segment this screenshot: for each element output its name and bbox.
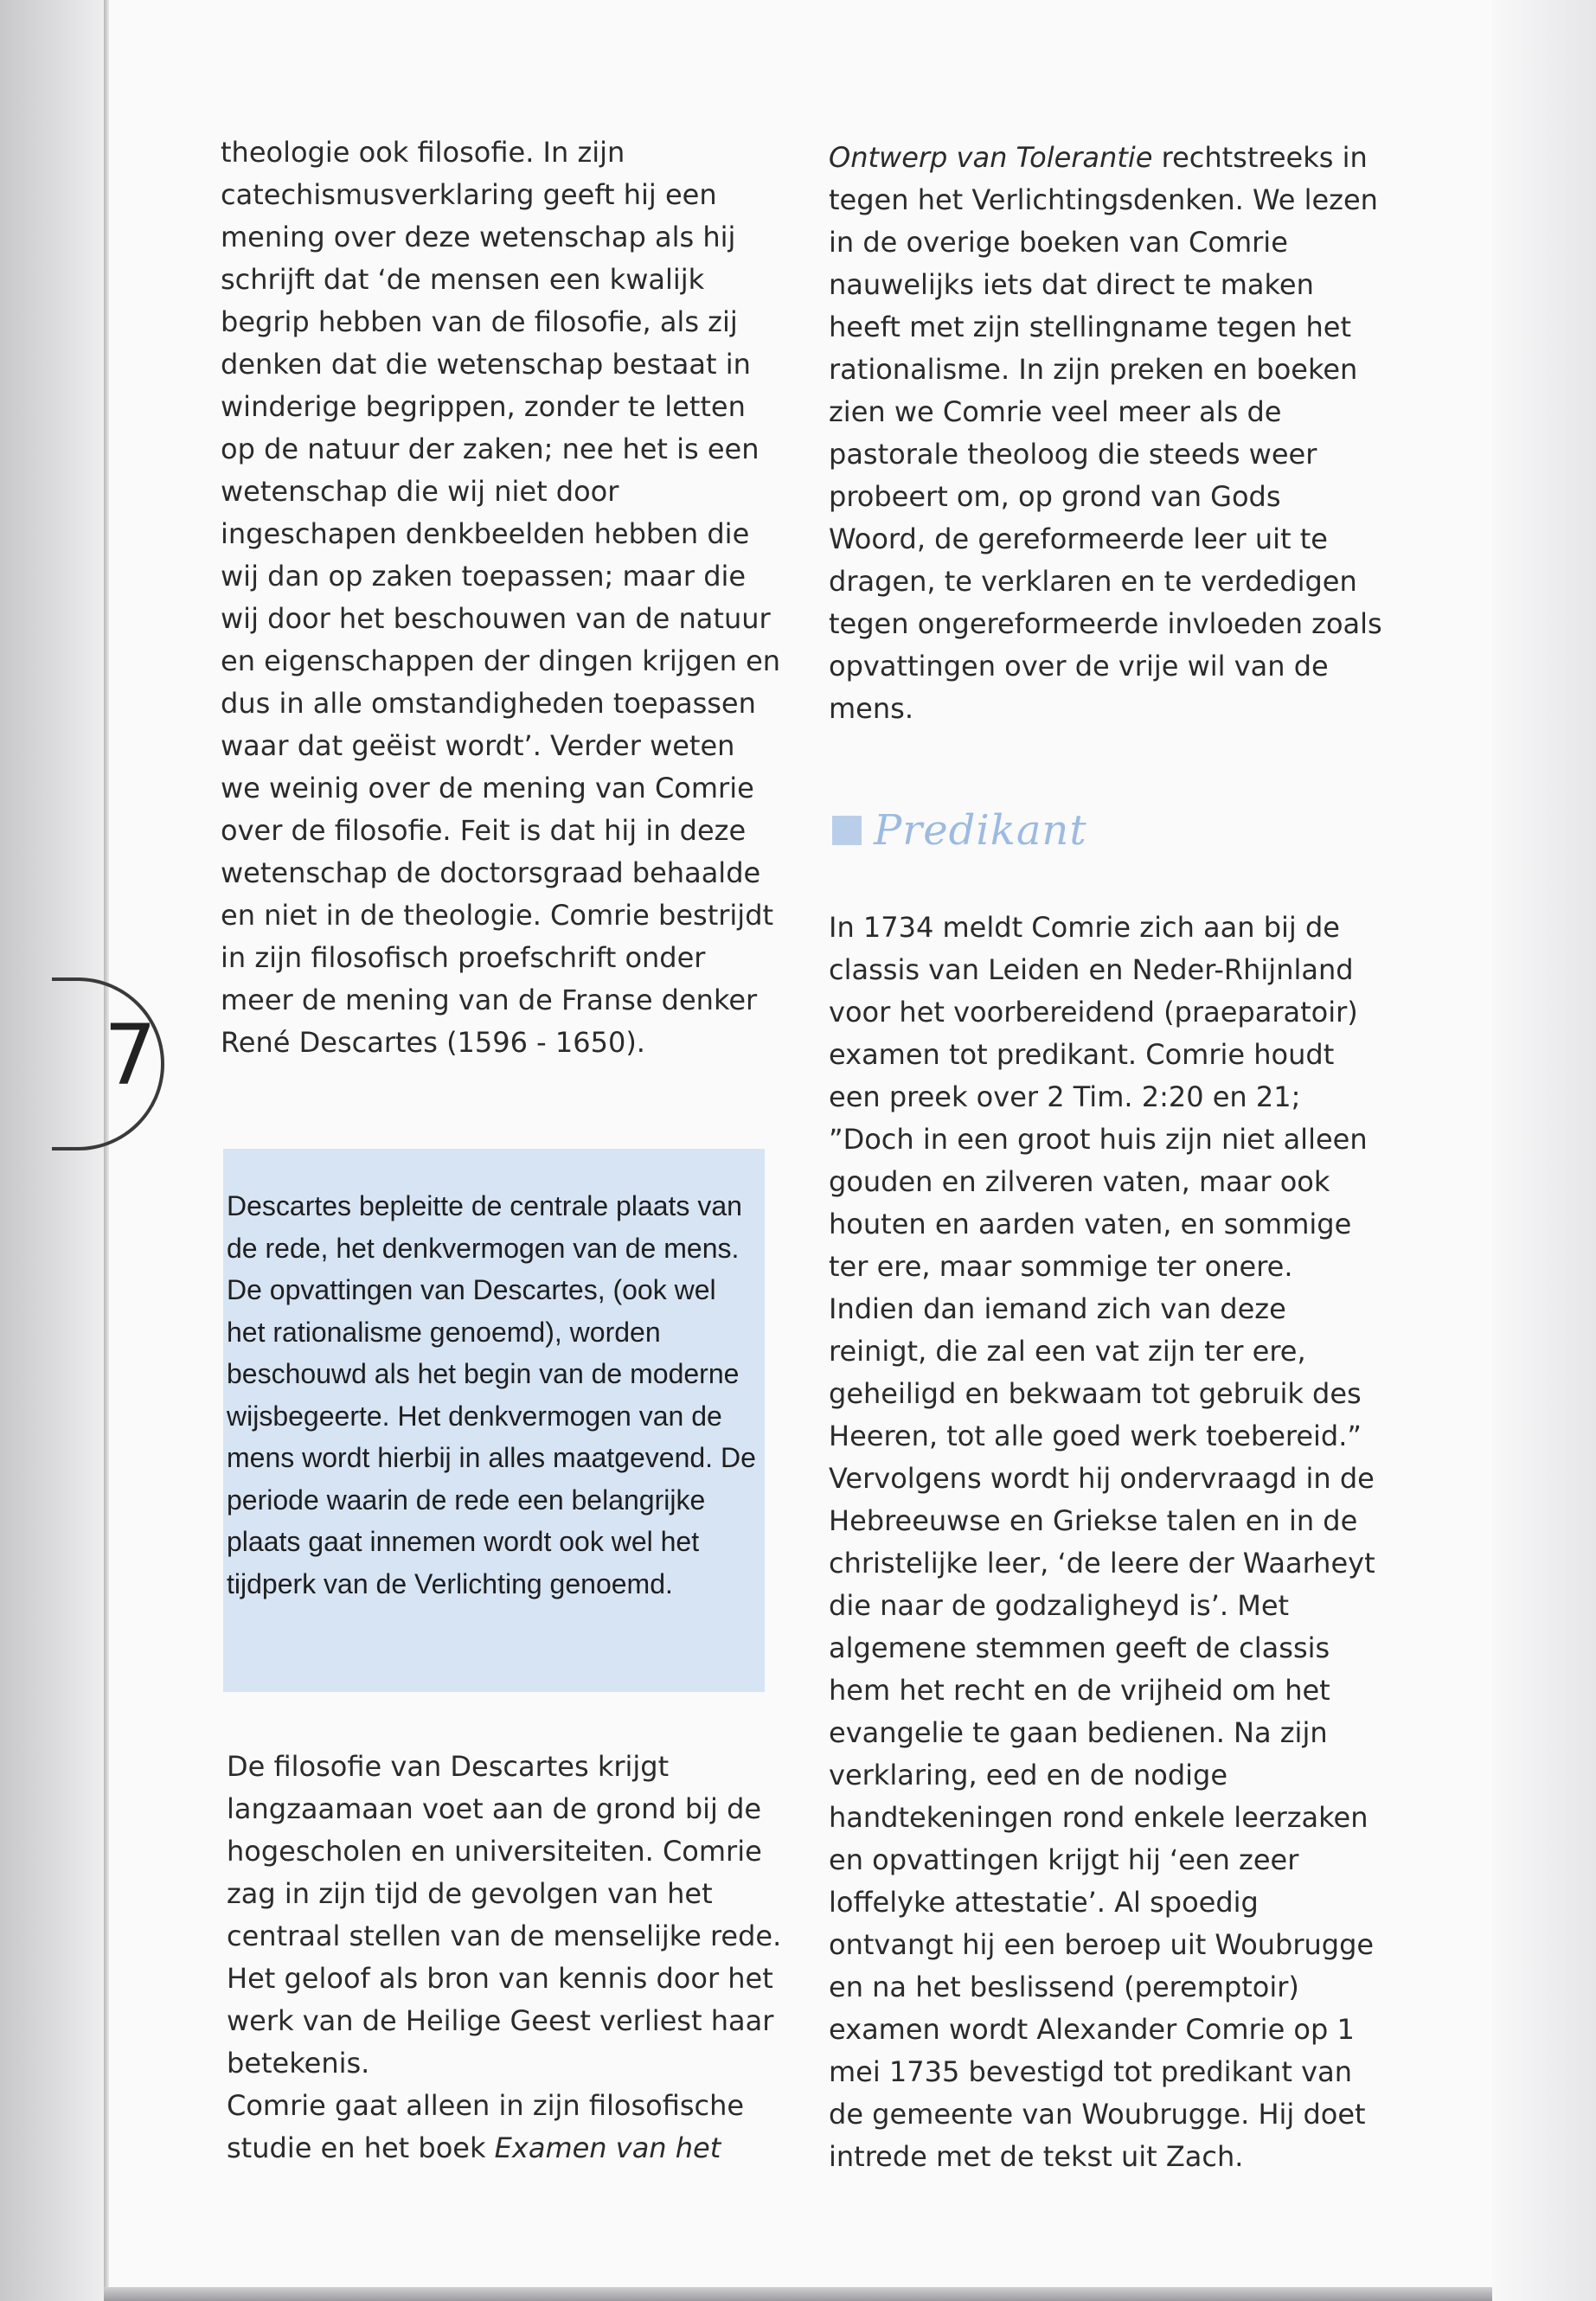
- section-heading-title: Predikant: [874, 806, 1087, 855]
- page-number-badge: [52, 977, 164, 1150]
- page-gutter-shadow: [0, 0, 104, 2301]
- descartes-infobox: [223, 1149, 765, 1692]
- page-gutter-line: [104, 0, 109, 2301]
- right-column-top: [829, 137, 1382, 730]
- section-heading-predikant: [832, 804, 1087, 856]
- left-column-top: [221, 131, 783, 1064]
- left-column-bottom-last-paragraph: [227, 2085, 789, 2170]
- left-column-bottom: [227, 1746, 789, 2170]
- left-column-top-paragraph: theologie ook filosofie. In zijn catechismusverklaring geeft hij een mening over deze wetenschap als hij schrijft dat ‘de mensen een kwalijk begrip hebben van de filosofie, als zij denken dat die wetenschap bestaat in winderige begrippen, zonder te letten op de natuur der zaken; nee het is een wetenschap die wij niet door ingeschapen denkbeelden hebben die wij dan op zaken toepassen; maar die wij door het beschouwen van de natuur en eigenschappen der dingen krijgen en dus in alle omstandigheden toepassen waar dat geëist wordt’. Verder weten we weinig over de mening van Comrie over de filosofie. Feit is dat hij in deze wetenschap de doctorsgraad behaalde en niet in de theologie. Comrie bestrijdt in zijn filosofisch proefschrift onder meer de mening van de Franse denker René Descartes (1596 - 1650).: [221, 136, 781, 1059]
- book-title-continuation: Ontwerp van Tolerantie: [829, 141, 1153, 174]
- page-right-margin: [1492, 0, 1596, 2301]
- page-number: 7: [104, 1007, 157, 1104]
- page-bottom-edge: [104, 2287, 1492, 2301]
- right-column-body: [829, 907, 1382, 2178]
- section-square-icon: [832, 816, 862, 845]
- right-column-top-paragraph: [829, 137, 1382, 730]
- last-paragraph-text: Comrie gaat alleen in zijn filosofische studie en het boek: [227, 2089, 745, 2164]
- right-column-body-paragraph: In 1734 meldt Comrie zich aan bij de classis van Leiden en Neder-Rhijnland voor het voorbereidend (praeparatoir) examen tot predikant. Comrie houdt een preek over 2 Tim. 2:20 en 21; ”Doch in een groot huis zijn niet alleen gouden en zilveren vaten, maar ook houten en aarden vaten, en sommige ter ere, maar sommige ter onere. Indien dan iemand zich van deze reinigt, die zal een vat zijn ter ere, geheiligd en bekwaam tot gebruik des Heeren, tot alle goed werk toebereid.” Vervolgens wordt hij ondervraagd in de Hebreeuwse en Griekse talen en in de christelijke leer, ‘de leere der Waarheyt die naar de godzaligheyd is’. Met algemene stemmen geeft de classis hem het recht en de vrijheid om het evangelie te gaan bedienen. Na zijn verklaring, eed en de nodige handtekeningen rond enkele leerzaken en opvattingen krijgt hij ‘een zeer loffelyke attestatie’. Al spoedig ontvangt hij een beroep uit Woubrugge en na het beslissend (peremptoir) examen wordt Alexander Comrie op 1 mei 1735 bevestigd tot predikant van de gemeente van Woubrugge. Hij doet intrede met de tekst uit Zach.: [829, 911, 1375, 2173]
- right-column-top-text: rechtstreeks in tegen het Verlichtingsdenken. We lezen in de overige boeken van Comrie nauwelijks iets dat direct te maken heeft met zijn stellingname tegen het rationalisme. In zijn preken en boeken zien we Comrie veel meer als de pastorale theoloog die steeds weer probeert om, op grond van Gods Woord, de gereformeerde leer uit te dragen, te verklaren en te verdedigen tegen ongereformeerde invloeden zoals opvattingen over de vrije wil van de mens.: [829, 141, 1382, 725]
- book-title-italic: Examen van het: [494, 2131, 721, 2164]
- left-column-bottom-paragraph: De filosofie van Descartes krijgt langzaamaan voet aan de grond bij de hogescholen en universiteiten. Comrie zag in zijn tijd de gevolgen van het centraal stellen van de menselijke rede. Het geloof als bron van kennis door het werk van de Heilige Geest verliest haar betekenis.: [227, 1750, 782, 2080]
- infobox-text: Descartes bepleitte de centrale plaats van de rede, het denkvermogen van de mens. De opvattingen van Descartes, (ook wel het rationalisme genoemd), worden beschouwd als het begin van de moderne wijsbegeerte. Het denkvermogen van de mens wordt hierbij in alles maatgevend. De periode waarin de rede een belangrijke plaats gaat innemen wordt ook wel het tijdperk van de Verlichting genoemd.: [227, 1190, 756, 1599]
